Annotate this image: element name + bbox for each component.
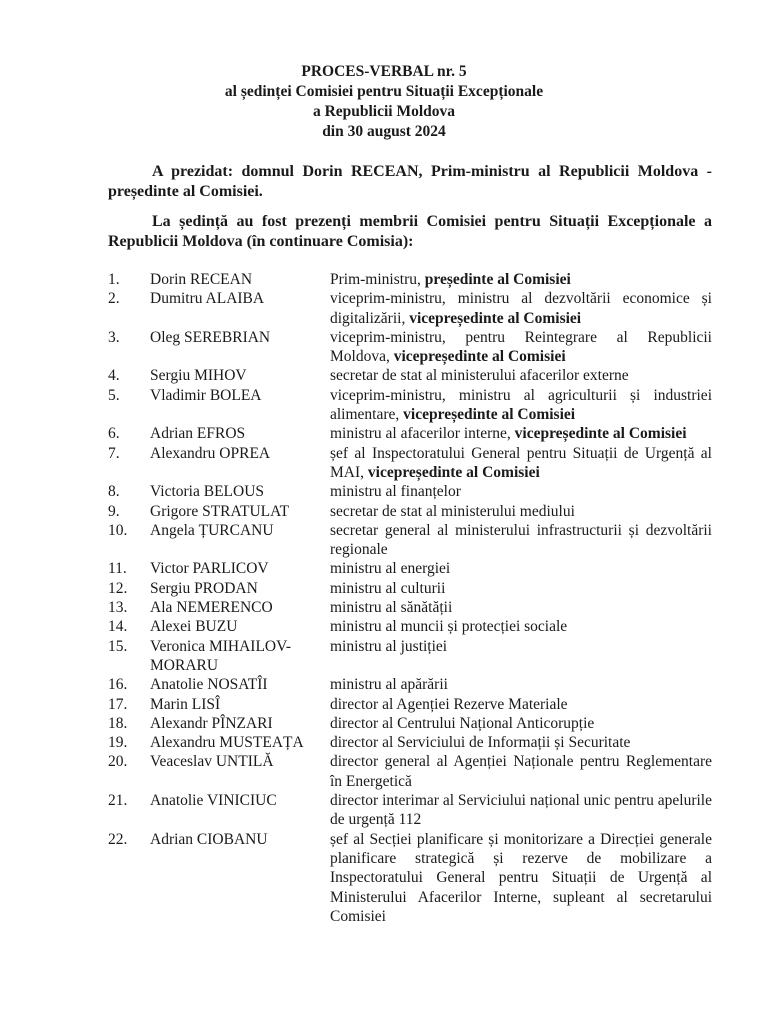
member-number: 13. (108, 599, 128, 617)
member-number: 4. (108, 367, 120, 385)
member-number: 3. (108, 328, 120, 346)
member-role-emphasis: vicepreședinte al Comisiei (393, 348, 566, 366)
member-role-text: viceprim-ministru, pentru Reintegrare al Republicii Moldova, (330, 328, 712, 366)
member-name: Victor PARLICOV (150, 560, 269, 578)
member-name: Dumitru ALAIBA (150, 290, 265, 308)
member-number: 12. (108, 579, 128, 597)
title-line-1: PROCES-VERBAL nr. 5 (301, 63, 467, 80)
member-row (108, 830, 712, 926)
member-role (330, 579, 712, 598)
member-list (108, 270, 712, 926)
member-role (330, 386, 712, 425)
member-name: Dorin RECEAN (150, 271, 253, 288)
member-role (330, 637, 712, 656)
member-role-text: Prim-ministru, (330, 271, 425, 288)
member-number: 19. (108, 734, 128, 752)
member-row (108, 366, 712, 385)
member-name: Sergiu MIHOV (150, 367, 247, 385)
member-row (108, 714, 712, 733)
member-role-text: viceprim-ministru, ministru al agriculturii și industriei alimentare, (330, 386, 712, 424)
member-role-text: ministru al energiei (330, 560, 451, 578)
member-name: Veaceslav UNTILĂ (150, 753, 274, 771)
member-role-text: secretar general al ministerului infrastructurii și dezvoltării regionale (330, 521, 712, 559)
title-line-3: a Republicii Moldova (312, 103, 456, 120)
member-role-emphasis: vicepreședinte al Comisiei (367, 463, 540, 481)
member-number: 20. (108, 753, 128, 771)
member-row (108, 502, 712, 521)
member-number: 8. (108, 483, 120, 501)
member-role-text: director general al Agenției Naționale pentru Reglementare în Energetică (330, 753, 712, 790)
member-name: Oleg SEREBRIAN (150, 328, 271, 346)
member-number: 22. (108, 830, 128, 848)
member-row (108, 482, 712, 501)
member-number: 9. (108, 502, 120, 520)
member-name: Angela ȚURCANU (150, 521, 274, 539)
member-name: Grigore STRATULAT (150, 502, 290, 520)
member-name: Marin LISÎ (150, 695, 221, 713)
document-title (0, 62, 768, 142)
member-row (108, 386, 712, 425)
member-row (108, 521, 712, 560)
member-row (108, 598, 712, 617)
member-role (330, 675, 712, 694)
member-row (108, 617, 712, 636)
member-role (330, 502, 712, 521)
title-line-2: al ședinței Comisiei pentru Situații Excepționale (224, 83, 544, 100)
member-role-text: director interimar al Serviciului național unic pentru apelurile de urgență 112 (330, 792, 712, 829)
member-role-text: ministru al justiției (330, 637, 448, 655)
member-name: Vladimir BOLEA (150, 386, 262, 404)
member-role-text: ministru al sănătății (330, 599, 453, 617)
member-role-text: director al Centrului Național Anticorupție (330, 714, 595, 732)
member-name: Ala NEMERENCO (150, 599, 273, 617)
member-number: 21. (108, 792, 128, 810)
member-role-text: ministru al finanțelor (330, 483, 461, 501)
member-row (108, 733, 712, 752)
member-name: Alexandru OPREA (150, 444, 271, 462)
member-role-text: ministru al culturii (330, 579, 446, 597)
member-role (330, 733, 712, 752)
member-role (330, 289, 712, 328)
member-role (330, 482, 712, 501)
member-row (108, 424, 712, 443)
member-number: 7. (108, 444, 120, 462)
member-role-text: șef al Secției planificare și monitorizare a Direcției generale planificare strategică și rezerve de mobilizare a Inspectoratului General pentru Situații de Urgență al Ministerului Afacerilor Interne, supleant al secretarului Comisiei (330, 830, 712, 925)
member-number: 11. (108, 560, 127, 578)
member-role (330, 424, 712, 443)
member-role (330, 830, 712, 926)
member-role (330, 444, 712, 483)
member-number: 5. (108, 386, 120, 404)
member-role-text: șef al Inspectoratului General pentru Situații de Urgență al MAI, (330, 444, 712, 481)
member-role-emphasis: vicepreședinte al Comisiei (514, 425, 687, 443)
presided-paragraph: A prezidat: domnul Dorin RECEAN, Prim-ministru al Republicii Moldova - președinte al Comisiei. (108, 163, 712, 200)
member-role (330, 521, 712, 560)
member-role (330, 752, 712, 791)
member-role-text: ministru al apărării (330, 676, 448, 694)
title-line-4: din 30 august 2024 (322, 123, 446, 140)
member-row (108, 328, 712, 367)
member-role-emphasis: vicepreședinte al Comisiei (409, 309, 582, 327)
member-role-text: director al Serviciului de Informații și Securitate (330, 734, 631, 752)
member-role-text: secretar de stat al ministerului mediului (330, 502, 575, 520)
member-row (108, 289, 712, 328)
member-name: Alexandru MUSTEAȚA (150, 734, 304, 752)
member-name: Alexei BUZU (150, 618, 238, 636)
member-role-text: ministru al afacerilor interne, (330, 425, 515, 443)
member-number: 6. (108, 425, 120, 443)
member-row (108, 695, 712, 714)
member-name: Anatolie NOSATÎI (150, 676, 268, 694)
member-role (330, 695, 712, 714)
member-role (330, 598, 712, 617)
member-role-emphasis: vicepreședinte al Comisiei (403, 406, 576, 424)
attendance-paragraph: La ședință au fost prezenți membrii Comisiei pentru Situații Excepționale a Republicii Moldova (în continuare Comisia): (108, 213, 712, 250)
member-row (108, 637, 712, 676)
member-number: 10. (108, 521, 128, 539)
member-role (330, 617, 712, 636)
member-role (330, 714, 712, 733)
member-role-text: ministru al muncii și protecției sociale (330, 618, 568, 636)
member-name: Sergiu PRODAN (150, 579, 258, 597)
member-row (108, 444, 712, 483)
member-name: Adrian CIOBANU (150, 830, 268, 848)
member-row (108, 559, 712, 578)
member-name: Alexandr PÎNZARI (150, 714, 273, 732)
member-row (108, 270, 712, 289)
member-role-text: viceprim-ministru, ministru al dezvoltării economice și digitalizării, (330, 290, 712, 327)
member-role (330, 559, 712, 578)
member-name: Victoria BELOUS (150, 483, 265, 501)
member-number: 1. (108, 271, 120, 288)
member-row (108, 791, 712, 830)
member-name: Veronica MIHAILOV-MORARU (150, 637, 292, 674)
member-name: Anatolie VINICIUC (150, 792, 277, 810)
member-name: Adrian EFROS (150, 425, 246, 443)
member-number: 2. (108, 290, 120, 308)
member-number: 15. (108, 637, 128, 655)
member-role-emphasis: președinte al Comisiei (424, 271, 571, 288)
member-number: 16. (108, 676, 128, 694)
member-row (108, 752, 712, 791)
member-role (330, 791, 712, 830)
member-row (108, 675, 712, 694)
member-role (330, 328, 712, 367)
member-number: 14. (108, 618, 128, 636)
member-role (330, 366, 712, 385)
member-number: 17. (108, 695, 128, 713)
member-role-text: secretar de stat al ministerului afacerilor externe (330, 367, 629, 385)
member-row (108, 579, 712, 598)
member-role-text: director al Agenției Rezerve Materiale (330, 695, 568, 713)
member-role (330, 270, 712, 289)
member-number: 18. (108, 714, 128, 732)
